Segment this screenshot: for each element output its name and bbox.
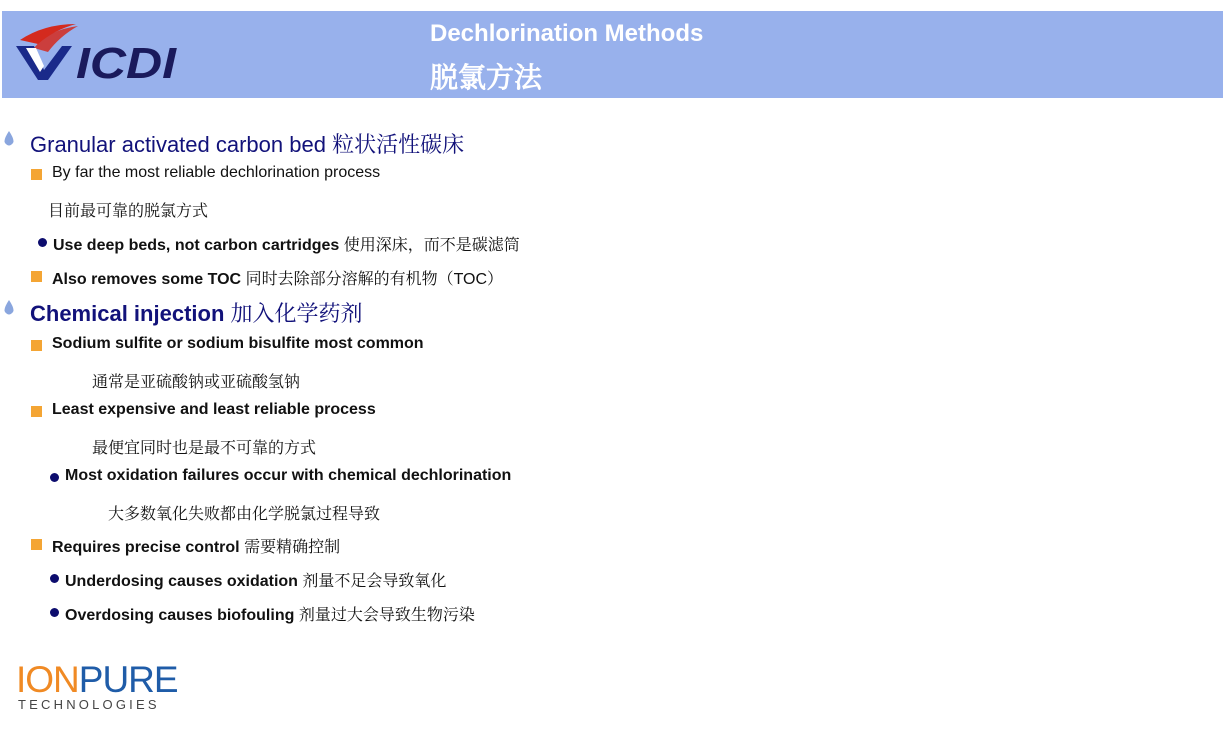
section-heading-text: Chemical injection [30,301,225,326]
bullet-item [52,401,376,419]
ionpure-wordmark [16,660,178,700]
slide-title-cn: 脱氯方法 [430,62,543,93]
bullet-text: Underdosing causes oxidation [65,573,298,590]
bullet-text-cn: 目前最可靠的脱氯方式 [48,203,209,220]
bullet-text-cn: 剂量不足会导致氧化 [302,573,447,590]
section-heading-cn: 粒状活性碳床 [332,132,465,157]
bullet-item-cn [108,501,380,524]
bullet-text: Also removes some TOC [52,271,242,288]
bullet-item-cn [48,198,208,221]
slide-title-en: Dechlorination Methods [430,20,704,47]
bullet-text: Overdosing causes biofouling [65,607,295,624]
section-heading-cn: 加入化学药剂 [230,301,363,326]
bullet-text: Requires precise control [52,539,240,556]
ionpure-wordmark-ion: ION [16,659,79,700]
vicdi-logo [14,18,179,84]
bullet-item [65,467,511,485]
bullet-item [65,602,475,625]
section-heading-text: Granular activated carbon bed [30,132,326,157]
dot-bullet-icon [38,238,47,247]
dot-bullet-icon [50,574,59,583]
square-bullet-icon [31,406,42,417]
dot-bullet-icon [50,608,59,617]
bullet-item [52,534,340,557]
bullet-item [52,335,424,353]
bullet-text-cn: 最便宜同时也是最不可靠的方式 [92,440,317,457]
section-heading-carbon-bed [30,128,464,159]
bullet-text: Most oxidation failures occur with chemical dechlorination [65,467,512,484]
bullet-text: Use deep beds, not carbon cartridges [53,237,340,254]
bullet-text-cn: 同时去除部分溶解的有机物（TOC） [245,271,504,288]
ionpure-wordmark-pure: PURE [78,659,178,700]
drop-bullet-icon [3,131,15,147]
bullet-text-cn: 需要精确控制 [244,539,341,556]
bullet-text: Least expensive and least reliable process [52,401,376,418]
bullet-text-cn: 通常是亚硫酸钠或亚硫酸氢钠 [92,374,301,391]
bullet-text: Sodium sulfite or sodium bisulfite most common [52,335,424,352]
bullet-text-cn: 使用深床，而不是碳滤筒 [343,237,520,254]
bullet-item [52,164,380,182]
bullet-item-cn [92,435,316,458]
square-bullet-icon [31,539,42,550]
bullet-text-cn: 大多数氧化失败都由化学脱氯过程导致 [108,506,381,523]
square-bullet-icon [31,340,42,351]
drop-bullet-icon [3,300,15,316]
section-heading-chemical-injection [30,297,363,328]
dot-bullet-icon [50,473,59,482]
bullet-item [53,232,520,255]
ionpure-subtitle: TECHNOLOGIES [18,697,160,712]
bullet-item [65,568,446,591]
bullet-item [52,266,503,289]
ionpure-logo [16,660,196,716]
bullet-text-cn: 剂量过大会导致生物污染 [298,607,475,624]
svg-text:ICDI: ICDI [76,39,177,84]
square-bullet-icon [31,169,42,180]
square-bullet-icon [31,271,42,282]
bullet-text: By far the most reliable dechlorination process [52,164,381,181]
bullet-item-cn [92,369,300,392]
